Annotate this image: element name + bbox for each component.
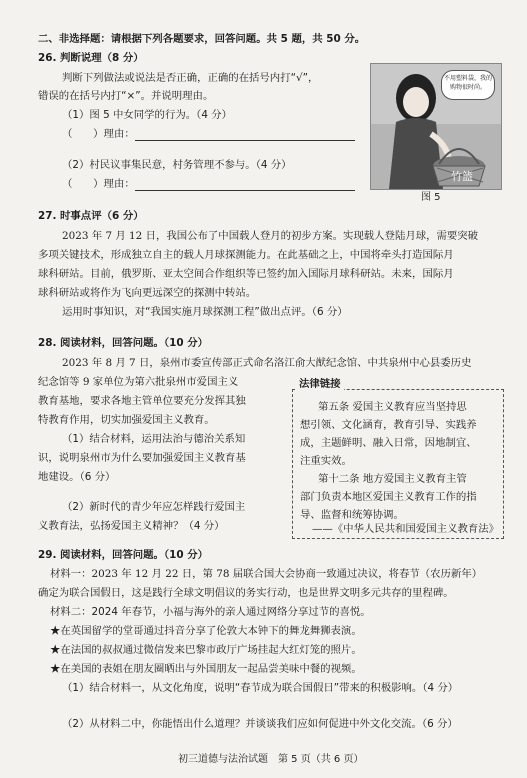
q26-instruction-1: 判断下列做法或说法是否正确，正确的在括号内打“√”， (62, 72, 319, 84)
law-article-5-l1: 第五条 爱国主义教育应当坚持思 (318, 401, 467, 413)
law-article-12-l3: 导、监督和统筹协调。 (300, 509, 404, 521)
q27-paragraph-4: 球科研站或将作为飞向更远深空的探测中转站。 (38, 287, 257, 299)
q28-material-1: 2023 年 8 月 7 日，泉州市委宣传部正式命名洛江俞大猷纪念馆、中共泉州中心县委历史 (62, 357, 472, 369)
law-source: ——《中华人民共和国爱国主义教育法》 (312, 523, 500, 535)
law-article-12-l1: 第十二条 地方爱国主义教育主管 (318, 473, 467, 485)
q29-bullet-1: ★在英国留学的堂哥通过抖音分享了伦敦大本钟下的舞龙舞狮表演。 (50, 625, 362, 637)
q27-task: 运用时事知识，对“我国实施月球探测工程”做出点评。（6 分） (62, 306, 348, 318)
q26-item-2-answer-label: （ ）理由： (62, 178, 135, 190)
q26-item-1-answer (62, 127, 355, 141)
q26-instruction-2: 错误的在括号内打“×”。并说明理由。 (38, 90, 214, 102)
q29-sub1: （1）结合材料一，从文化角度，说明“春节成为联合国假日”带来的积极影响。（4 分） (62, 682, 459, 694)
q29-bullet-3: ★在美国的表姐在朋友圈晒出与外国朋友一起品尝美味中餐的视频。 (50, 663, 362, 675)
q28-material-2: 纪念馆等 9 家单位为第六批泉州市爱国主义 (38, 376, 239, 388)
q29-material-1-line1: 材料一：2023 年 12 月 22 日，第 78 届联合国大会协商一致通过决议，将春节（农历新年） (50, 568, 483, 580)
section-heading: 二、非选择题：请根据下列各题要求，回答问题。共 5 题，共 50 分。 (38, 33, 366, 45)
q29-material-1-line2: 确定为联合国假日，这是践行全球文明倡议的务实行动，也是世界文明多元共存的里程碑。 (38, 587, 454, 599)
q26-item-1-answer-label: （ ）理由： (62, 128, 135, 140)
q29-sub2: （2）从材料二中，你能悟出什么道理？并谈谈我们应如何促进中外文化交流。（6 分） (62, 718, 458, 730)
q27-paragraph-3: 球科研站。目前，俄罗斯、亚太空间合作组织等已签约加入国际月球科研站。未来，国际月 (38, 268, 454, 280)
answer-line[interactable] (135, 128, 355, 141)
law-article-12-l2: 部门负责本地区爱国主义教育工作的指 (300, 491, 477, 503)
q27-title: 27. 时事点评（6 分） (38, 210, 144, 222)
answer-line[interactable] (135, 178, 355, 191)
q27-paragraph-1: 2023 年 7 月 12 日，我国公布了中国载人登月的初步方案。实现载人登陆月球，需要突破 (62, 230, 479, 242)
page-footer: 初三道德与法治试题 第 5 页（共 6 页） (178, 754, 364, 765)
q28-sub2-line2: 义教育法，弘扬爱国主义精神？（4 分） (38, 520, 225, 532)
speech-bubble: 不用塑料袋，我的购物很时尚。 (441, 70, 495, 100)
q28-sub2-line1: （2）新时代的青少年应怎样践行爱国主 (62, 501, 246, 513)
law-article-5-l3: 成，主题鲜明、融入日常，因地制宜、 (300, 437, 477, 449)
q29-material-2: 材料二：2024 年春节，小福与海外的亲人通过网络分享过节的喜悦。 (50, 606, 371, 618)
q28-material-4: 特教育作用，切实加强爱国主义教育。 (38, 414, 215, 426)
q28-material-3: 教育基地，要求各地主管单位要充分发挥其独 (38, 395, 246, 407)
q28-title: 28. 阅读材料，回答问题。（10 分） (38, 337, 208, 349)
basket-label: 竹篮 (451, 170, 473, 183)
law-link-label: 法律链接 (296, 375, 344, 390)
figure-caption: 图 5 (421, 192, 441, 203)
q26-item-1: （1）图 5 中女同学的行为。（4 分） (62, 109, 233, 121)
q28-sub1-line3: 地建设。（6 分） (38, 471, 116, 483)
q26-item-2-answer (62, 177, 355, 191)
q26-item-2: （2）村民议事集民意，村务管理不参与。（4 分） (62, 159, 292, 171)
q28-sub1-line1: （1）结合材料，运用法治与德治关系知 (62, 433, 246, 445)
q27-paragraph-2: 多项关键技术，形成独立自主的载人月球探测能力。在此基础之上，中国将牵头打造国际月 (38, 249, 454, 261)
figure-5-illustration (370, 63, 502, 190)
q29-title: 29. 阅读材料，回答问题。（10 分） (38, 549, 208, 561)
law-article-5-l4: 注重实效。 (300, 455, 352, 467)
q29-bullet-2: ★在法国的叔叔通过微信发来巴黎市政厅广场挂起大红灯笼的照片。 (50, 644, 362, 656)
q26-title: 26. 判断说理（8 分） (38, 52, 144, 64)
law-article-5-l2: 想引领、文化涵育，教育引导、实践养 (300, 419, 477, 431)
q28-sub1-line2: 识，说明泉州市为什么要加强爱国主义教育基 (38, 452, 246, 464)
